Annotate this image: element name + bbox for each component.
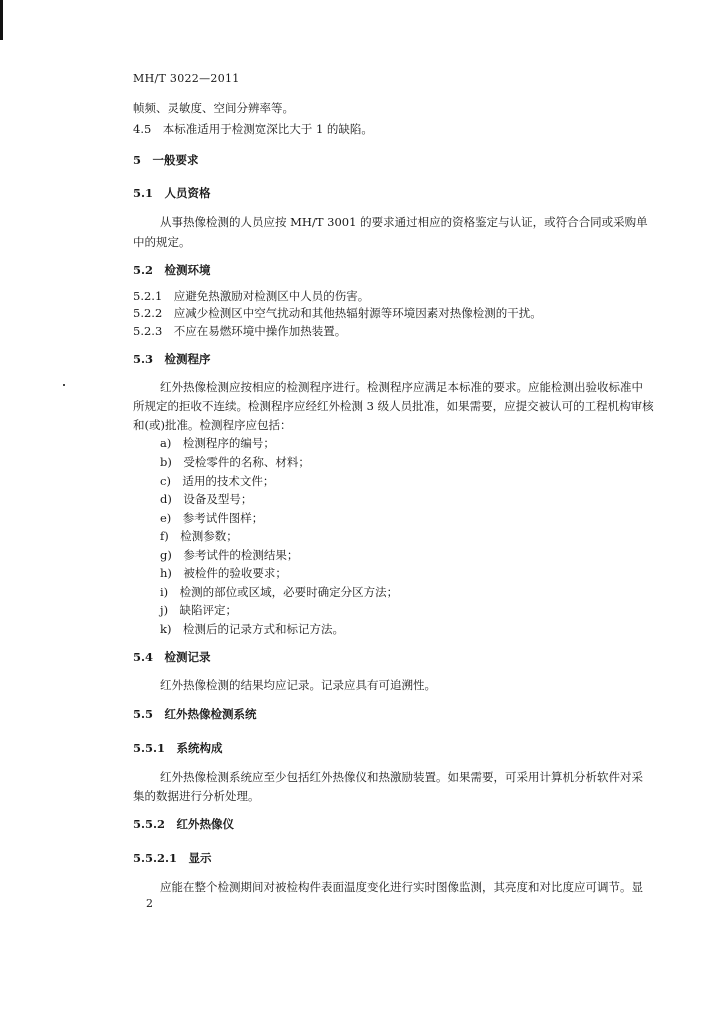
page-number: 2 bbox=[146, 897, 153, 910]
section-5-3-heading: 5.3 检测程序 bbox=[133, 352, 211, 366]
list-item: a) 检测程序的编号； bbox=[160, 436, 275, 450]
list-item: c) 适用的技术文件； bbox=[160, 474, 275, 488]
paragraph-line: 红外热像检测应按相应的检测程序进行。检测程序应满足本标准的要求。应能检测出验收标准中 bbox=[160, 380, 643, 394]
section-5-1-heading: 5.1 人员资格 bbox=[133, 186, 211, 200]
list-item: h) 被检件的验收要求； bbox=[160, 566, 287, 580]
paragraph-line: 所规定的拒收不连续。检测程序应经红外检测 3 级人员批准，如果需要，应提交被认可的工程机构审核 bbox=[133, 399, 654, 413]
section-5-heading: 5 一般要求 bbox=[133, 153, 199, 167]
standard-header: MH/T 3022—2011 bbox=[133, 72, 240, 85]
paragraph-line: 集的数据进行分析处理。 bbox=[133, 789, 260, 803]
list-item: d) 设备及型号； bbox=[160, 492, 253, 506]
list-item: f) 检测参数； bbox=[160, 529, 238, 543]
scan-speck bbox=[63, 384, 65, 386]
clause-5-2-3: 5.2.3 不应在易燃环境中操作加热装置。 bbox=[133, 324, 347, 338]
section-5-5-heading: 5.5 红外热像检测系统 bbox=[133, 707, 257, 721]
list-item: j) 缺陷评定； bbox=[160, 603, 238, 617]
clause-5-2-1: 5.2.1 应避免热激励对检测区中人员的伤害。 bbox=[133, 289, 370, 303]
section-5-5-2-1-heading: 5.5.2.1 显示 bbox=[133, 851, 212, 865]
clause-4-5: 4.5 本标准适用于检测宽深比大于 1 的缺陷。 bbox=[133, 122, 373, 136]
list-item: k) 检测后的记录方式和标记方法。 bbox=[160, 622, 344, 636]
paragraph-line: 红外热像检测系统应至少包括红外热像仪和热激励装置。如果需要，可采用计算机分析软件对采 bbox=[160, 770, 643, 784]
section-5-4-heading: 5.4 检测记录 bbox=[133, 650, 211, 664]
list-item: i) 检测的部位或区域，必要时确定分区方法； bbox=[160, 585, 399, 599]
paragraph-line: 和(或)批准。检测程序应包括： bbox=[133, 418, 292, 432]
section-5-2-heading: 5.2 检测环境 bbox=[133, 263, 211, 277]
scan-edge-mark bbox=[0, 0, 3, 40]
section-5-5-1-heading: 5.5.1 系统构成 bbox=[133, 741, 223, 755]
text-line: 帧频、灵敏度、空间分辨率等。 bbox=[133, 101, 294, 115]
list-item: b) 受检零件的名称、材料； bbox=[160, 455, 310, 469]
section-5-5-2-heading: 5.5.2 红外热像仪 bbox=[133, 817, 235, 831]
clause-5-2-2: 5.2.2 应减少检测区中空气扰动和其他热辐射源等环境因素对热像检测的干扰。 bbox=[133, 306, 542, 320]
list-item: g) 参考试件的检测结果； bbox=[160, 548, 299, 562]
paragraph-line: 中的规定。 bbox=[133, 235, 191, 249]
paragraph-line: 从事热像检测的人员应按 MH/T 3001 的要求通过相应的资格鉴定与认证，或符合合同或采购单 bbox=[160, 215, 648, 229]
list-item: e) 参考试件图样； bbox=[160, 511, 264, 525]
paragraph-line: 应能在整个检测期间对被检构件表面温度变化进行实时图像监测，其亮度和对比度应可调节。显 bbox=[160, 880, 643, 894]
paragraph-line: 红外热像检测的结果均应记录。记录应具有可追溯性。 bbox=[160, 678, 436, 692]
